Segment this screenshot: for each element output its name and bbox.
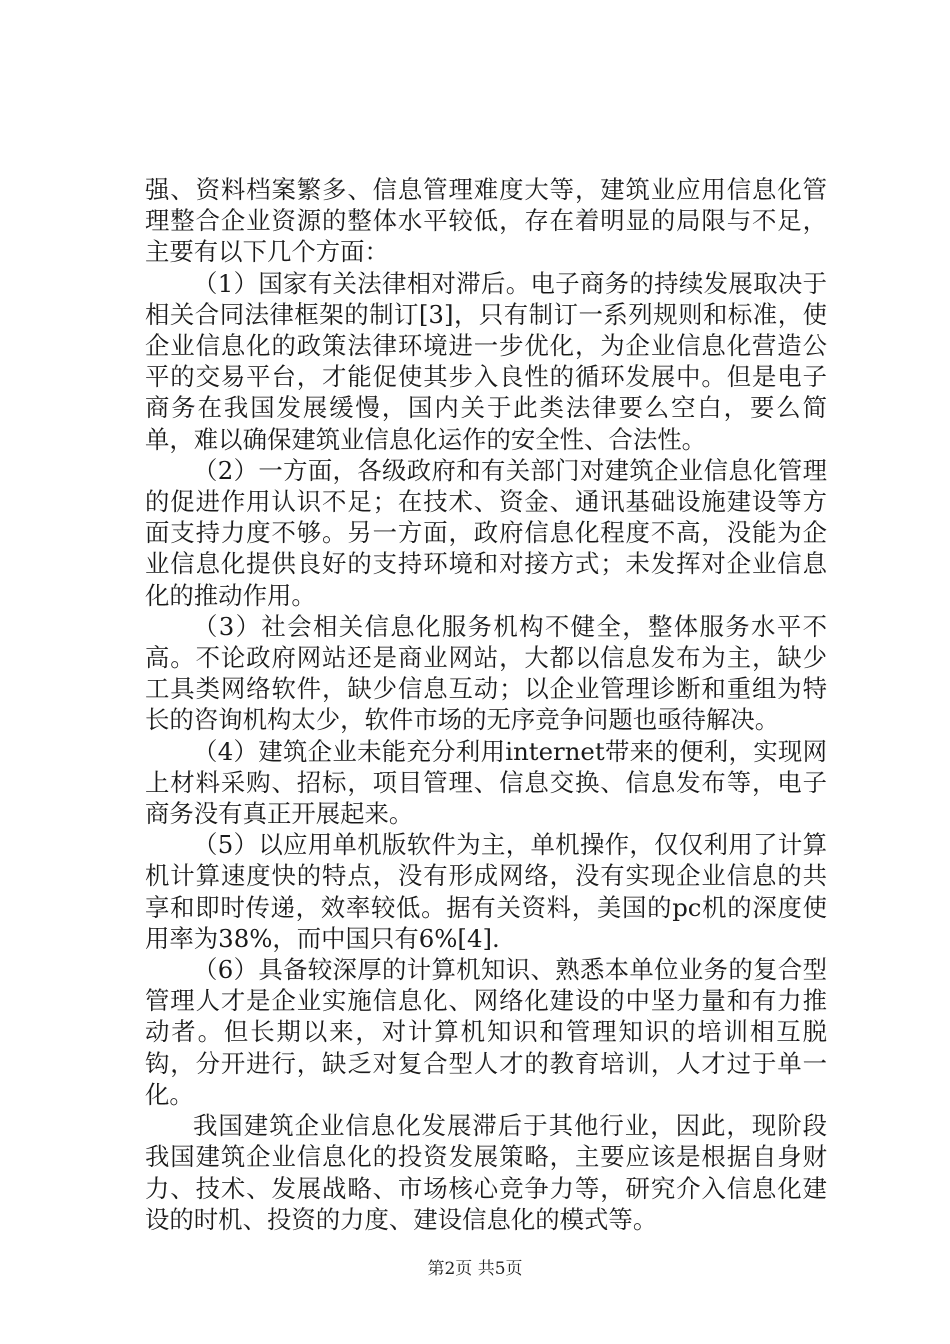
paragraph-item-2: （2）一方面，各级政府和有关部门对建筑企业信息化管理的促进作用认识不足；在技术、资金、通讯基础设施建设等方面支持力度不够。另一方面，政府信息化程度不高，没能为企业信息化提供良好的支持环境和对接方式；未发挥对企业信息化的推动作用。 [145, 455, 827, 610]
paragraph-item-6: （6）具备较深厚的计算机知识、熟悉本单位业务的复合型管理人才是企业实施信息化、网络化建设的中坚力量和有力推动者。但长期以来，对计算机知识和管理知识的培训相互脱钩，分开进行，缺乏对复合型人才的教育培训，人才过于单一化。 [145, 955, 827, 1109]
paragraph-item-3: （3）社会相关信息化服务机构不健全，整体服务水平不高。不论政府网站还是商业网站，大都以信息发布为主，缺少工具类网络软件，缺少信息互动；以企业管理诊断和重组为特长的咨询机构太少，软件市场的无序竞争问题也亟待解决。 [145, 611, 827, 735]
paragraph-item-5: （5）以应用单机版软件为主，单机操作，仅仅利用了计算机计算速度快的特点，没有形成网络，没有实现企业信息的共享和即时传递，效率较低。据有关资料，美国的pc机的深度使用率为38%，而中国只有6%[4]. [145, 830, 827, 953]
paragraph-item-1: （1）国家有关法律相对滞后。电子商务的持续发展取决于相关合同法律框架的制订[3]，只有制订一系列规则和标准，使企业信息化的政策法律环境进一步优化，为企业信息化营造公平的交易平台，才能促使其步入良性的循环发展中。但是电子商务在我国发展缓慢，国内关于此类法律要么空白，要么简单，难以确保建筑业信息化运作的安全性、合法性。 [145, 268, 827, 454]
paragraph-conclusion: 我国建筑企业信息化发展滞后于其他行业，因此，现阶段我国建筑企业信息化的投资发展策略，主要应该是根据自身财力、技术、发展战略、市场核心竞争力等，研究介入信息化建设的时机、投资的力度、建设信息化的模式等。 [145, 1111, 827, 1234]
paragraph-continuation: 强、资料档案繁多、信息管理难度大等，建筑业应用信息化管理整合企业资源的整体水平较低，存在着明显的局限与不足，主要有以下几个方面： [145, 175, 827, 267]
paragraph-item-4: （4）建筑企业未能充分利用internet带来的便利，实现网上材料采购、招标，项目管理、信息交换、信息发布等，电子商务没有真正开展起来。 [145, 736, 827, 829]
document-body [145, 174, 827, 1235]
page-footer: 第2页 共5页 [427, 1259, 523, 1279]
